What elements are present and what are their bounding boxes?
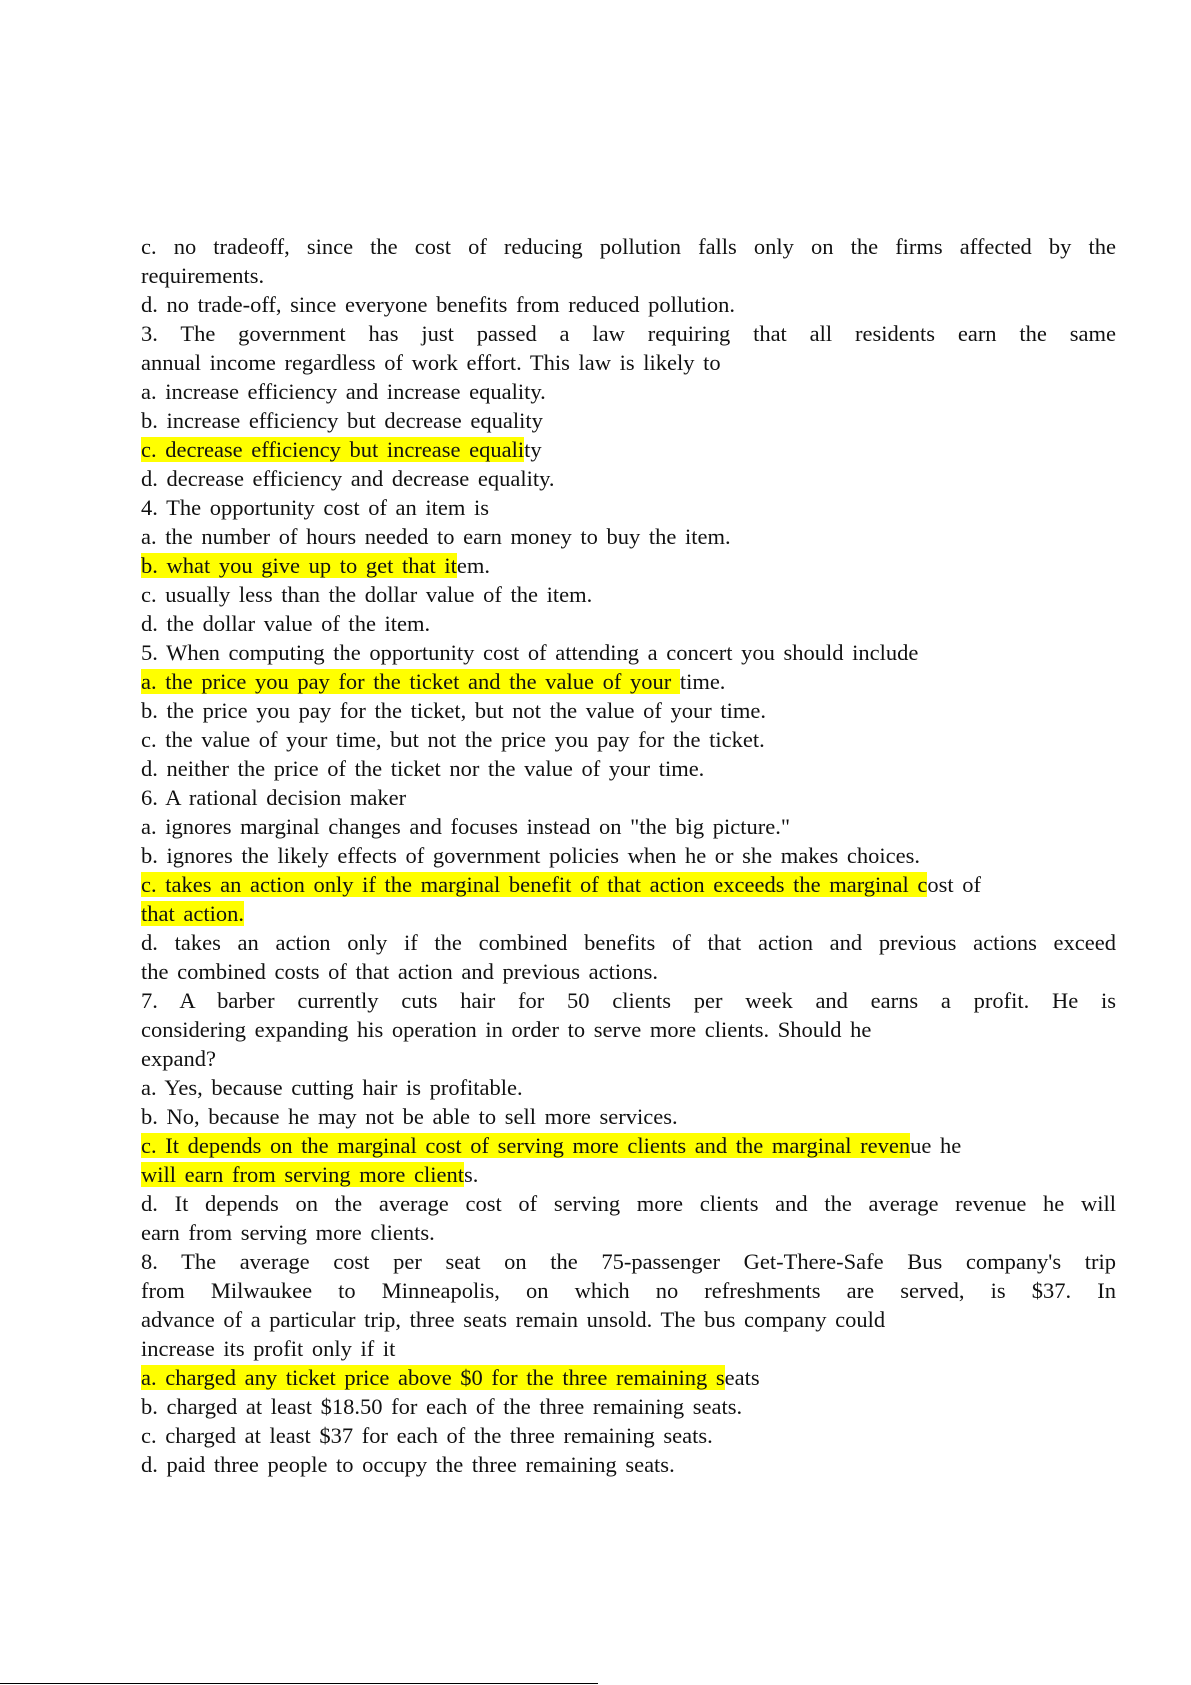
highlighted-answer: c. decrease efficiency but increase equali xyxy=(141,437,525,462)
text-line xyxy=(141,435,1116,464)
line-text: a. increase efficiency and increase equality. xyxy=(141,379,546,404)
line-text: requirements. xyxy=(141,263,265,288)
line-text: b. the price you pay for the ticket, but not the value of your time. xyxy=(141,698,766,723)
line-text: from Milwaukee to Minneapolis, on which no refreshments are served, is $37. In xyxy=(141,1278,1116,1303)
line-text: considering expanding his operation in order to serve more clients. Should he xyxy=(141,1017,872,1042)
text-line xyxy=(141,754,1116,783)
highlighted-answer: a. charged any ticket price above $0 for the three remaining s xyxy=(141,1365,725,1390)
line-text-tail: em. xyxy=(456,553,490,578)
text-line xyxy=(141,1421,1116,1450)
highlighted-answer: that action. xyxy=(141,901,244,926)
text-line xyxy=(141,1305,1116,1334)
line-text: a. Yes, because cutting hair is profitable. xyxy=(141,1075,523,1100)
line-text: c. the value of your time, but not the price you pay for the ticket. xyxy=(141,727,765,752)
text-line xyxy=(141,928,1116,957)
footer-rule xyxy=(0,1683,598,1684)
line-text: a. ignores marginal changes and focuses instead on "the big picture." xyxy=(141,814,791,839)
line-text: c. charged at least $37 for each of the three remaining seats. xyxy=(141,1423,713,1448)
text-line xyxy=(141,1131,1116,1160)
line-text-tail: ost of xyxy=(927,872,982,897)
line-text: annual income regardless of work effort. This law is likely to xyxy=(141,350,721,375)
line-text: 3. The government has just passed a law requiring that all residents earn the same xyxy=(141,321,1116,346)
line-text: d. decrease efficiency and decrease equality. xyxy=(141,466,555,491)
text-line xyxy=(141,1044,1116,1073)
text-line xyxy=(141,957,1116,986)
text-line xyxy=(141,1392,1116,1421)
highlighted-answer: will earn from serving more client xyxy=(141,1162,465,1187)
line-text: d. neither the price of the ticket nor the value of your time. xyxy=(141,756,705,781)
line-text: d. It depends on the average cost of serving more clients and the average revenue he will xyxy=(141,1191,1116,1216)
highlighted-answer: b. what you give up to get that it xyxy=(141,553,457,578)
text-line xyxy=(141,638,1116,667)
line-text: d. takes an action only if the combined benefits of that action and previous actions exceed xyxy=(141,930,1116,955)
line-text: 8. The average cost per seat on the 75-passenger Get-There-Safe Bus company's trip xyxy=(141,1249,1116,1274)
text-line xyxy=(141,261,1116,290)
text-line xyxy=(141,1363,1116,1392)
line-text-tail: time. xyxy=(679,669,726,694)
text-line xyxy=(141,493,1116,522)
text-line xyxy=(141,406,1116,435)
line-text-tail: s. xyxy=(464,1162,479,1187)
text-line xyxy=(141,522,1116,551)
line-text: expand? xyxy=(141,1046,216,1071)
line-text: 6. A rational decision maker xyxy=(141,785,407,810)
line-text: b. ignores the likely effects of government policies when he or she makes choices. xyxy=(141,843,920,868)
line-text-tail: eats xyxy=(724,1365,760,1390)
text-line xyxy=(141,725,1116,754)
text-line xyxy=(141,348,1116,377)
text-line xyxy=(141,377,1116,406)
line-text: the combined costs of that action and previous actions. xyxy=(141,959,659,984)
text-line xyxy=(141,841,1116,870)
line-text: 7. A barber currently cuts hair for 50 clients per week and earns a profit. He is xyxy=(141,988,1116,1013)
text-line xyxy=(141,464,1116,493)
question-text-block xyxy=(141,232,1116,1479)
line-text: b. increase efficiency but decrease equality xyxy=(141,408,543,433)
text-line xyxy=(141,580,1116,609)
line-text: d. paid three people to occupy the three remaining seats. xyxy=(141,1452,675,1477)
text-line xyxy=(141,812,1116,841)
line-text: c. usually less than the dollar value of the item. xyxy=(141,582,593,607)
text-line xyxy=(141,870,1116,899)
line-text: d. no trade-off, since everyone benefits from reduced pollution. xyxy=(141,292,736,317)
text-line xyxy=(141,1218,1116,1247)
text-line xyxy=(141,1015,1116,1044)
text-line xyxy=(141,1334,1116,1363)
line-text-tail: ue he xyxy=(910,1133,962,1158)
text-line xyxy=(141,319,1116,348)
line-text: c. no tradeoff, since the cost of reducing pollution falls only on the firms affected by the xyxy=(141,234,1116,259)
text-line xyxy=(141,1276,1116,1305)
line-text: advance of a particular trip, three seats remain unsold. The bus company could xyxy=(141,1307,886,1332)
text-line xyxy=(141,232,1116,261)
highlighted-answer: c. It depends on the marginal cost of serving more clients and the marginal reven xyxy=(141,1133,911,1158)
text-line xyxy=(141,1450,1116,1479)
line-text-tail: ty xyxy=(524,437,542,462)
line-text: 5. When computing the opportunity cost of attending a concert you should include xyxy=(141,640,919,665)
text-line xyxy=(141,551,1116,580)
highlighted-answer: a. the price you pay for the ticket and the value of your xyxy=(141,669,680,694)
highlighted-answer: c. takes an action only if the marginal benefit of that action exceeds the marginal c xyxy=(141,872,928,897)
text-line xyxy=(141,696,1116,725)
text-line xyxy=(141,290,1116,319)
text-line xyxy=(141,1189,1116,1218)
line-text: d. the dollar value of the item. xyxy=(141,611,431,636)
text-line xyxy=(141,899,1116,928)
text-line xyxy=(141,1247,1116,1276)
line-text: a. the number of hours needed to earn money to buy the item. xyxy=(141,524,731,549)
text-line xyxy=(141,667,1116,696)
text-line xyxy=(141,783,1116,812)
line-text: b. charged at least $18.50 for each of the three remaining seats. xyxy=(141,1394,743,1419)
line-text: increase its profit only if it xyxy=(141,1336,396,1361)
line-text: earn from serving more clients. xyxy=(141,1220,435,1245)
line-text: b. No, because he may not be able to sell more services. xyxy=(141,1104,678,1129)
line-text: 4. The opportunity cost of an item is xyxy=(141,495,490,520)
text-line xyxy=(141,609,1116,638)
text-line xyxy=(141,1073,1116,1102)
text-line xyxy=(141,1102,1116,1131)
text-line xyxy=(141,986,1116,1015)
text-line xyxy=(141,1160,1116,1189)
